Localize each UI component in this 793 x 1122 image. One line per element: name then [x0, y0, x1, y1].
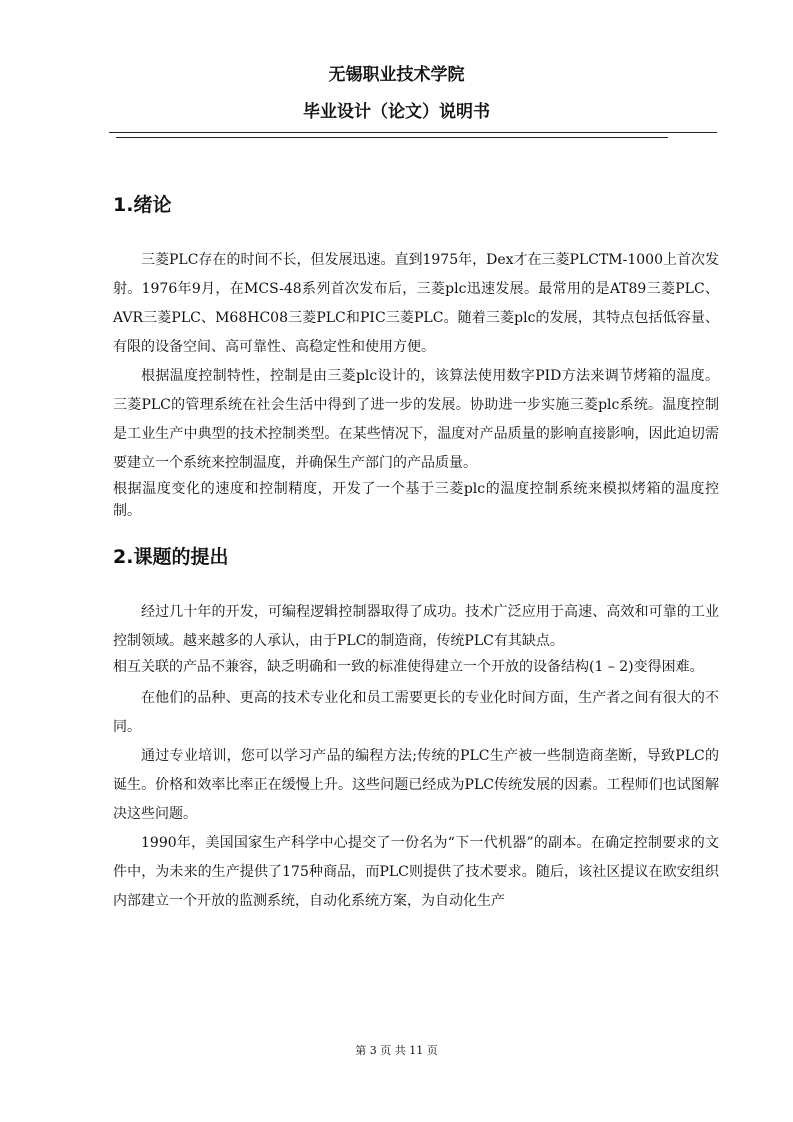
section-heading-topic: 2.课题的提出	[113, 546, 229, 568]
institution-name: 无锡职业技术学院	[328, 65, 465, 85]
page-body	[113, 188, 719, 916]
paragraph: 经过几十年的开发，可编程逻辑控制器取得了成功。技术广泛应用于高速、高效和可靠的工业控制领域。越来越多的人承认，由于PLC的制造商，传统PLC有其缺点。	[113, 604, 719, 649]
paragraph: 在他们的品种、更高的技术专业化和员工需要更长的专业化时间方面，生产者之间有很大的不同。	[113, 690, 719, 735]
paragraph: 通过专业培训，您可以学习产品的编程方法;传统的PLC生产被一些制造商垄断，导致PLC的诞生。价格和效率比率正在缓慢上升。这些问题已经成为PLC传统发展的因素。工程师们也试图解决这些问题。	[113, 748, 719, 822]
page-number: 第 3 页 共 11 页	[355, 1044, 438, 1057]
paragraph: 根据温度变化的速度和控制精度，开发了一个基于三菱plc的温度控制系统来模拟烤箱的温度控制。	[113, 481, 719, 519]
paragraph: 1990年，美国国家生产科学中心提交了一份名为“下一代机器”的副本。在确定控制要求的文件中，为未来的生产提供了175种商品，而PLC则提供了技术要求。随后，该社区提议在欧安组织内部建立一个开放的监测系统，自动化系统方案，为自动化生产	[113, 835, 719, 909]
document-title: 毕业设计（论文）说明书	[303, 102, 490, 122]
paragraph: 三菱PLC存在的时间不长，但发展迅速。直到1975年，Dex才在三菱PLCTM-1000上首次发射。1976年9月，在MCS-48系列首次发布后，三菱plc迅速发展。最常用的是AT89三菱PLC、AVR三菱PLC、M68HC08三菱PLC和PIC三菱PLC。随着三菱plc的发展，其特点包括低容量、有限的设备空间、高可靠性、高稳定性和使用方便。	[113, 252, 719, 355]
paragraph: 根据温度控制特性，控制是由三菱plc设计的，该算法使用数字PID方法来调节烤箱的温度。三菱PLC的管理系统在社会生活中得到了进一步的发展。协助进一步实施三菱plc系统。温度控制是工业生产中典型的技术控制类型。在某些情况下，温度对产品质量的影响直接影响，因此迫切需要建立一个系统来控制温度，并确保生产部门的产品质量。	[113, 368, 719, 471]
header-rule-secondary	[116, 137, 668, 138]
section-heading-introduction: 1.绪论	[113, 194, 172, 216]
header-rule	[109, 132, 717, 133]
paragraph: 相互关联的产品不兼容，缺乏明确和一致的标准使得建立一个开放的设备结构(1 – 2)变得困难。	[113, 659, 704, 675]
